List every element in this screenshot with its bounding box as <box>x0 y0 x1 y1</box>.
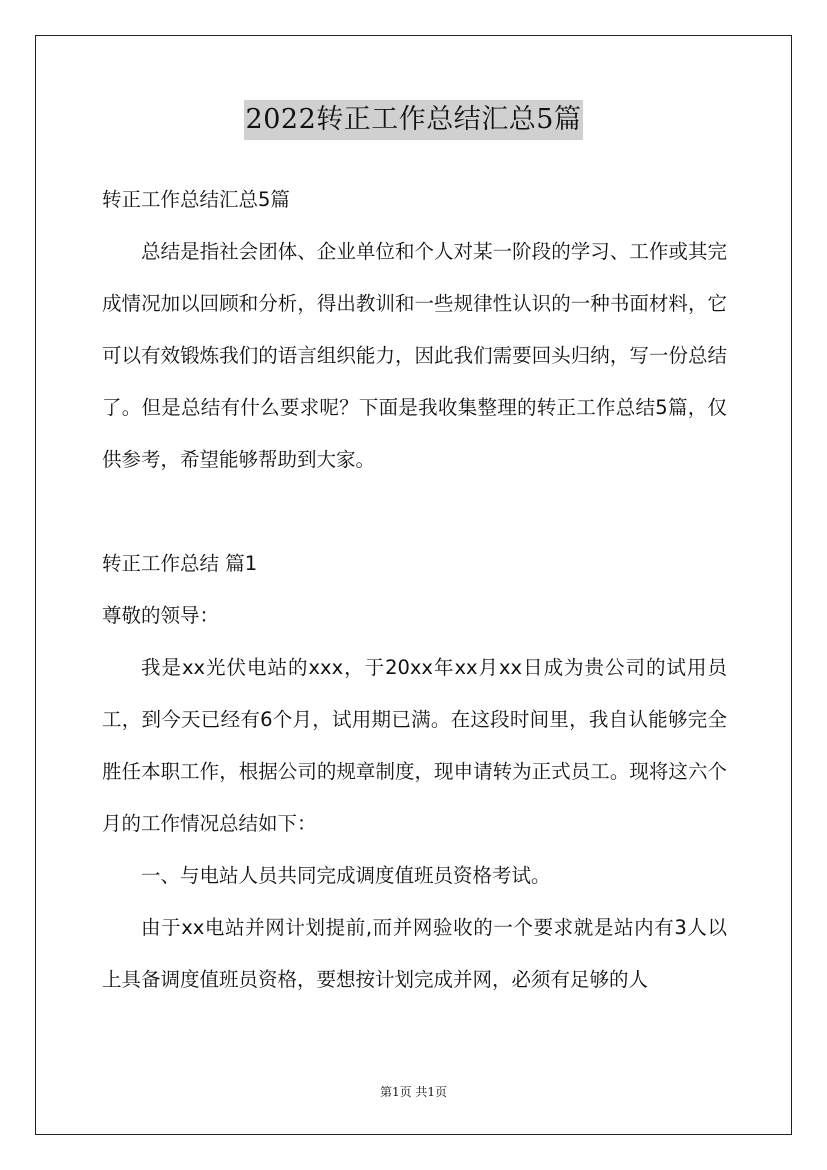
list-item-1: 一、与电站人员共同完成调度值班员资格考试。 <box>141 864 551 887</box>
document-title: 2022转正工作总结汇总5篇 <box>244 100 584 140</box>
subtitle: 转正工作总结汇总5篇 <box>102 188 290 211</box>
intro-paragraph: 总结是指社会团体、企业单位和个人对某一阶段的学习、工作或其完成情况加以回顾和分析，得出教训和一些规律性认识的一种书面材料，它可以有效锻炼我们的语言组织能力，因此我们需要回头归纳，写一份总结了。但是总结有什么要求呢？下面是我收集整理的转正工作总结5篇，仅供参考，希望能够帮助到大家。 <box>102 240 727 471</box>
blank-line <box>102 486 727 538</box>
title-container <box>0 100 827 140</box>
body-paragraph-2: 由于xx电站并网计划提前,而并网验收的一个要求就是站内有3人以上具备调度值班员资格，要想按计划完成并网，必须有足够的人 <box>102 916 727 991</box>
body-paragraph-1: 我是xx光伏电站的xxx，于20xx年xx月xx日成为贵公司的试用员工，到今天已经有6个月，试用期已满。在这段时间里，我自认能够完全胜任本职工作，根据公司的规章制度，现申请转为正式员工。现将这六个月的工作情况总结如下： <box>102 656 727 835</box>
salutation: 尊敬的领导： <box>102 604 220 627</box>
page-footer: 第1页 共1页 <box>379 1085 448 1099</box>
document-body <box>102 174 727 1006</box>
section-heading: 转正工作总结 篇1 <box>102 552 258 575</box>
